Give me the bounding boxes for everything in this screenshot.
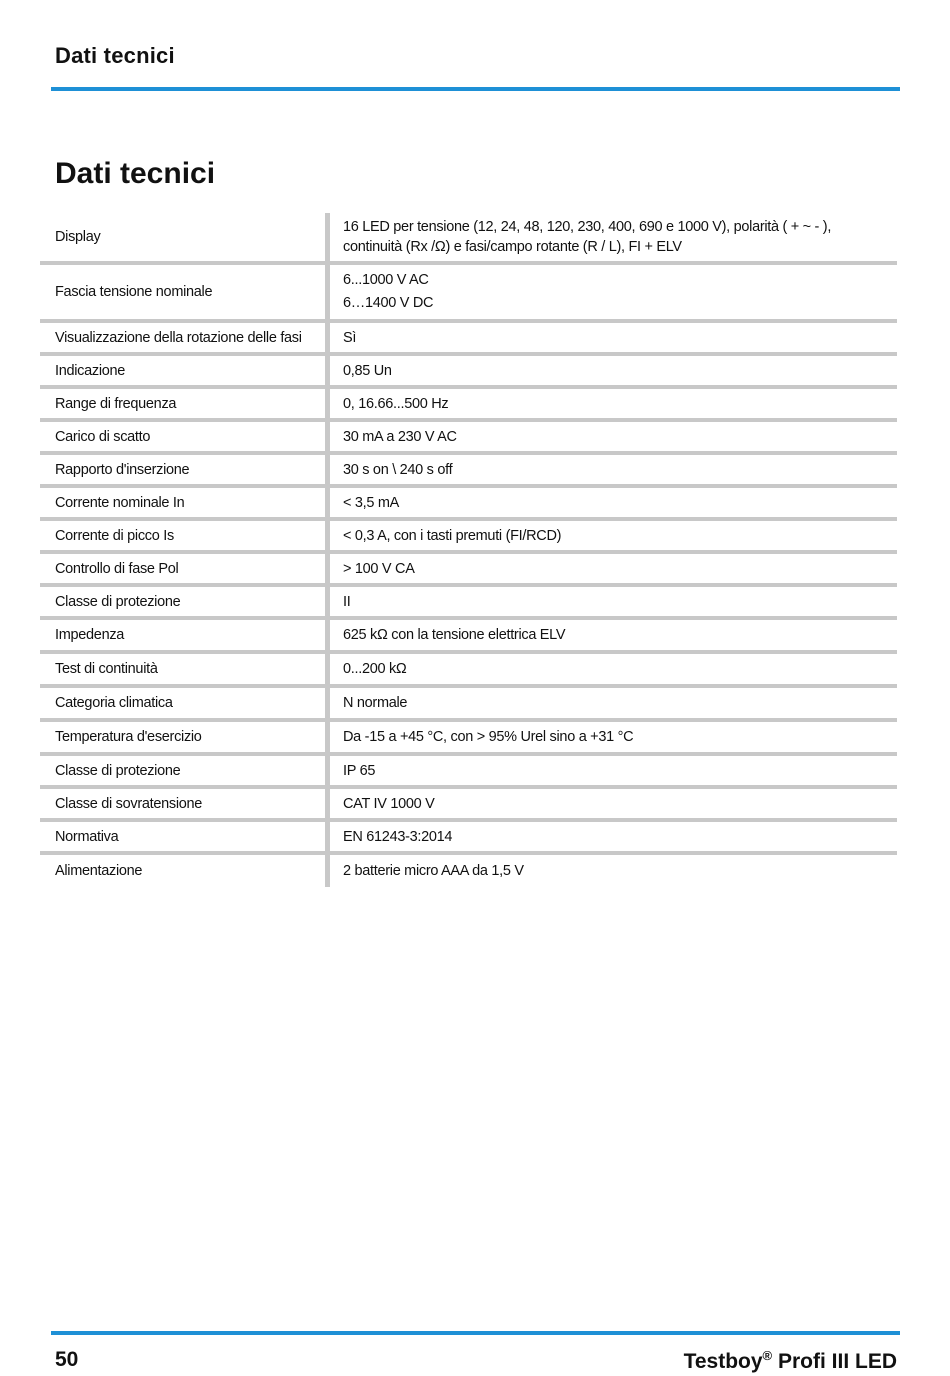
spec-row xyxy=(40,389,897,422)
spec-label: Range di frequenza xyxy=(55,395,177,412)
spec-value xyxy=(330,822,897,851)
spec-row xyxy=(40,521,897,554)
spec-value-line: 30 s on \ 240 s off xyxy=(343,461,453,478)
spec-value-line: N normale xyxy=(343,695,408,711)
model-name: Profi III LED xyxy=(777,1350,897,1373)
spec-row xyxy=(40,587,897,620)
spec-row xyxy=(40,722,897,756)
spec-row xyxy=(40,822,897,855)
spec-label: Classe di protezione xyxy=(55,762,181,779)
spec-value xyxy=(330,756,897,785)
spec-label: Corrente di picco Is xyxy=(55,527,174,544)
spec-value-line: CAT IV 1000 V xyxy=(343,795,435,812)
spec-value xyxy=(330,554,897,583)
spec-value xyxy=(330,620,897,650)
spec-value-line: 6…1400 V DC xyxy=(343,295,434,311)
spec-row xyxy=(40,488,897,521)
spec-value-line: 0, 16.66...500 Hz xyxy=(343,395,449,412)
spec-value xyxy=(330,587,897,616)
spec-label: Impedenza xyxy=(55,627,125,643)
spec-value-line: 0,85 Un xyxy=(343,362,392,379)
page-number: 50 xyxy=(55,1348,79,1371)
spec-row xyxy=(40,422,897,455)
spec-label: Categoria climatica xyxy=(55,695,173,711)
spec-value xyxy=(330,722,897,752)
spec-value xyxy=(330,356,897,385)
spec-value xyxy=(330,688,897,718)
section-title: Dati tecnici xyxy=(55,157,216,190)
spec-value xyxy=(330,521,897,550)
spec-row xyxy=(40,265,897,323)
spec-row xyxy=(40,756,897,789)
spec-label: Temperatura d'esercizio xyxy=(55,729,202,745)
spec-label: Alimentazione xyxy=(55,863,143,879)
spec-value-line: 0...200 kΩ xyxy=(343,661,407,677)
spec-label: Classe di sovratensione xyxy=(55,795,203,812)
spec-value xyxy=(330,265,897,319)
spec-row xyxy=(40,855,897,887)
spec-value-line: < 0,3 A, con i tasti premuti (FI/RCD) xyxy=(343,527,562,544)
spec-value-line: IP 65 xyxy=(343,762,376,779)
spec-value-line: II xyxy=(343,593,351,610)
spec-value xyxy=(330,323,897,352)
spec-label: Indicazione xyxy=(55,362,126,379)
footer-rule xyxy=(51,1331,900,1335)
header-rule xyxy=(51,87,900,91)
spec-value-line: 6...1000 V AC xyxy=(343,272,429,288)
spec-label: Normativa xyxy=(55,828,119,845)
spec-row xyxy=(40,620,897,654)
running-header: Dati tecnici xyxy=(55,43,175,68)
spec-value-line: 16 LED per tensione (12, 24, 48, 120, 230, 400, 690 e 1000 V), polarità ( + ~ - ), xyxy=(343,219,832,235)
spec-value-line: EN 61243-3:2014 xyxy=(343,828,453,845)
spec-value-line: > 100 V CA xyxy=(343,560,415,577)
spec-value xyxy=(330,213,897,261)
spec-row xyxy=(40,356,897,389)
brand-name: Testboy xyxy=(683,1350,763,1373)
spec-row xyxy=(40,554,897,587)
spec-row xyxy=(40,323,897,356)
spec-value xyxy=(330,455,897,484)
spec-row xyxy=(40,789,897,822)
spec-value xyxy=(330,654,897,684)
spec-value-line: continuità (Rx /Ω) e fasi/campo rotante (R / L), FI + ELV xyxy=(343,239,682,255)
spec-value xyxy=(330,422,897,451)
spec-label: Controllo di fase Pol xyxy=(55,560,179,577)
spec-label: Classe di protezione xyxy=(55,593,181,610)
spec-value xyxy=(330,488,897,517)
spec-value xyxy=(330,789,897,818)
spec-value-line: < 3,5 mA xyxy=(343,494,400,511)
spec-row xyxy=(40,455,897,488)
spec-label: Test di continuità xyxy=(55,661,158,677)
spec-value-line: Sì xyxy=(343,329,357,346)
product-name xyxy=(684,1348,897,1374)
spec-value xyxy=(330,389,897,418)
spec-row xyxy=(40,654,897,688)
spec-label: Corrente nominale In xyxy=(55,494,185,511)
spec-table xyxy=(40,213,897,887)
spec-value-line: 2 batterie micro AAA da 1,5 V xyxy=(343,863,524,879)
spec-value-line: 30 mA a 230 V AC xyxy=(343,428,457,445)
spec-value-line: Da -15 a +45 °C, con > 95% Urel sino a +31 °C xyxy=(343,729,634,745)
spec-value xyxy=(330,855,897,887)
spec-row xyxy=(40,688,897,722)
registered-mark: ® xyxy=(762,1348,773,1363)
spec-row xyxy=(40,213,897,265)
spec-label: Fascia tensione nominale xyxy=(55,284,213,300)
spec-label: Carico di scatto xyxy=(55,428,151,445)
spec-label: Visualizzazione della rotazione delle fasi xyxy=(55,329,302,346)
spec-label: Display xyxy=(55,229,101,245)
spec-value-line: 625 kΩ con la tensione elettrica ELV xyxy=(343,627,566,643)
spec-label: Rapporto d'inserzione xyxy=(55,461,190,478)
